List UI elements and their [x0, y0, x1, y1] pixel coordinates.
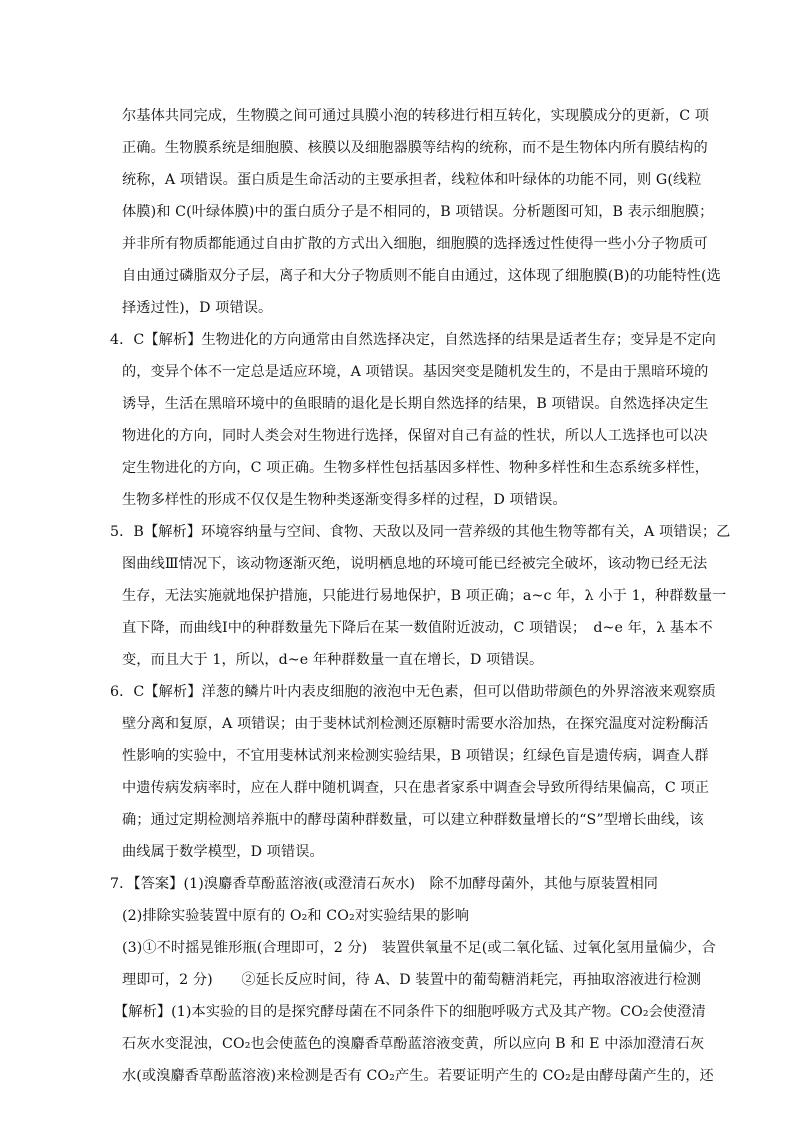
text-line: 统称，A 项错误。蛋白质是生命活动的主要承担者，线粒体和叶绿体的功能不同，则 G(线粒: [122, 172, 702, 188]
text-line: 壁分离和复原，A 项错误；由于斐林试剂检测还原糖时需要水浴加热，在探究温度对淀粉酶活: [122, 716, 709, 732]
text-line: 变，而且大于 1，所以，d~e 年种群数量一直在增长，D 项错误。: [122, 652, 544, 668]
text-line: 生物多样性的形成不仅仅是生物种类逐渐变得多样的过程，D 项错误。: [122, 492, 567, 508]
text-line: 的，变异个体不一定总是适应环境，A 项错误。基因突变是随机发生的，不是由于黑暗环境的: [122, 364, 709, 380]
text-line: 定生物进化的方向，C 项正确。生物多样性包括基因多样性、物种多样性和生态系统多样性，: [122, 460, 710, 476]
text-line: 生存，无法实施就地保护措施，只能进行易地保护，B 项正确；a~c 年，λ 小于 1，种群数量一: [122, 588, 727, 604]
text-line: 自由通过磷脂双分子层，离子和大分子物质则不能自由通过，这体现了细胞膜(B)的功能特性(选: [122, 268, 721, 284]
text-line: 理即可，2 分) ②延长反应时间，待 A、D 装置中的葡萄糖消耗完，再抽取溶液进行检测: [122, 972, 702, 988]
text-line: (2)排除实验装置中原有的 O₂和 CO₂对实验结果的影响: [122, 908, 470, 924]
text-line: (3)①不时摇晃锥形瓶(合理即可，2 分) 装置供氧量不足(或二氧化锰、过氧化氢用量偏少，合: [122, 940, 716, 956]
answer-item-6: 6．C【解析】洋葱的鳞片叶内表皮细胞的液泡中无色素，但可以借助带颜色的外界溶液来观察质: [110, 684, 716, 700]
answer-item-5: 5．B【解析】环境容纳量与空间、食物、天敌以及同一营养级的其他生物等都有关，A 项错误；乙: [110, 524, 731, 540]
analysis-heading-line: 【解析】(1)本实验的目的是探究酵母菌在不同条件下的细胞呼吸方式及其产物。CO₂会使澄清: [114, 1004, 706, 1020]
text-line: 诱导，生活在黑暗环境中的鱼眼睛的退化是长期自然选择的结果，B 项错误。自然选择决定生: [122, 396, 709, 412]
text-line: 并非所有物质都能通过自由扩散的方式出入细胞，细胞膜的选择透过性使得一些小分子物质可: [122, 236, 708, 252]
text-line: 性影响的实验中，不宜用斐林试剂来检测实验结果，B 项错误；红绿色盲是遗传病，调查人群: [122, 748, 709, 764]
text-line: 物进化的方向，同时人类会对生物进行选择，保留对自己有益的性状，所以人工选择也可以决: [122, 428, 708, 444]
text-line: 确；通过定期检测培养瓶中的酵母菌种群数量，可以建立种群数量增长的“S”型增长曲线，该: [122, 812, 704, 828]
text-line: 图曲线Ⅲ情况下，该动物逐渐灭绝，说明栖息地的环境可能已经被完全破坏，该动物已经无法: [122, 556, 708, 572]
text-line: 中遗传病发病率时，应在人群中随机调查，只在患者家系中调查会导致所得结果偏高，C 项正: [122, 780, 710, 796]
text-line: 择透过性)，D 项错误。: [122, 300, 273, 316]
text-line: 直下降，而曲线Ⅰ中的种群数量先下降后在某一数值附近波动，C 项错误； d~e 年，λ 基本不: [122, 620, 713, 636]
text-line: 体膜)和 C(叶绿体膜)中的蛋白质分子是不相同的，B 项错误。分析题图可知，B 表示细胞膜；: [122, 204, 714, 220]
answer-item-4: 4．C【解析】生物进化的方向通常由自然选择决定，自然选择的结果是适者生存；变异是不定向: [110, 332, 716, 348]
answer-item-7: 7．【答案】(1)溴麝香草酚蓝溶液(或澄清石灰水) 除不加酵母菌外，其他与原装置相同: [110, 876, 659, 892]
text-line: 水(或溴麝香草酚蓝溶液)来检测是否有 CO₂产生。若要证明产生的 CO₂是由酵母菌产生的，还: [122, 1068, 714, 1084]
text-line: 尔基体共同完成，生物膜之间可通过具膜小泡的转移进行相互转化，实现膜成分的更新，C 项: [122, 108, 710, 124]
text-line: 曲线属于数学模型，D 项错误。: [122, 844, 324, 860]
text-line: 正确。生物膜系统是细胞膜、核膜以及细胞器膜等结构的统称，而不是生物体内所有膜结构的: [122, 140, 708, 156]
text-line: 石灰水变混浊，CO₂也会使蓝色的溴麝香草酚蓝溶液变黄，所以应向 B 和 E 中添加澄清石灰: [122, 1036, 705, 1052]
